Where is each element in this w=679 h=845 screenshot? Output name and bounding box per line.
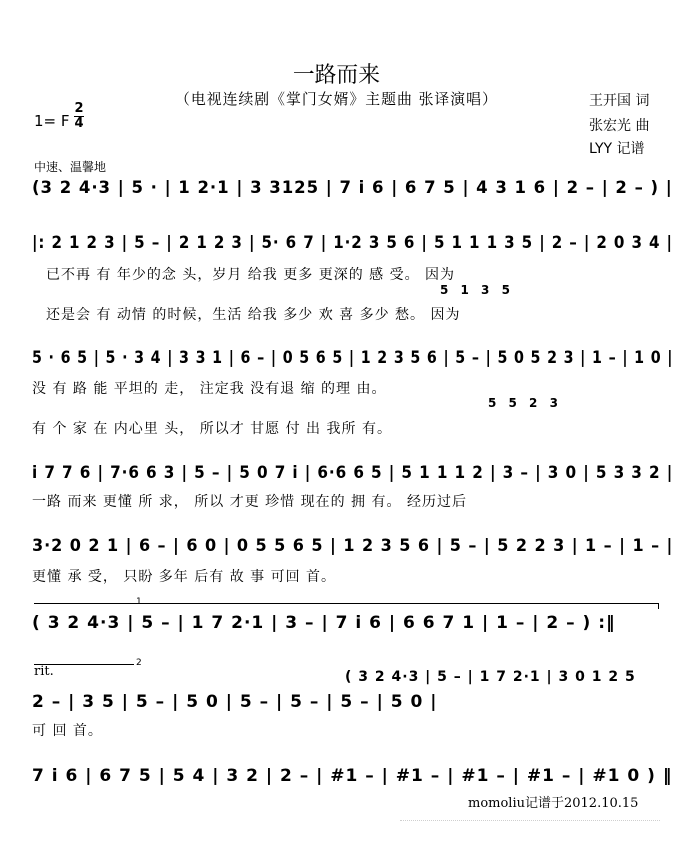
key-signature: 1= F [34,112,70,130]
lyricist-credit: 王开国 词 [589,93,650,109]
score-row-5: 3·2 0 2 1 | 6 – | 6 0 | 0 5 5 6 5 | 1 2 3 5 6 | 5 – | 5 2 2 3 | 1 – | 1 – | [32,536,674,556]
score-row-8: 7 i 6 | 6 7 5 | 5 4 | 3 2 | 2 – | #1 – | #1 – | #1 – | #1 – | #1 0 ) ‖ [32,766,673,786]
volta-bracket-2 [34,664,134,665]
score-row-7-upper: ( 3 2 4·3 | 5 – | 1 7 2·1 | 3 0 1 2 5 [345,669,636,685]
song-subtitle: （电视连续剧《掌门女婿》主题曲 张译演唱） [175,90,498,108]
time-signature-top: 2 [74,101,84,116]
song-title: 一路而来 [292,63,381,88]
decorative-dotted-line [400,820,660,821]
volta-number-2: 2 [136,658,142,668]
volta-bracket-1 [34,603,658,604]
ritardando-marking: rit. [34,664,54,679]
transcriber-credit: LYY 记谱 [589,141,645,157]
lyric-row-2-verse-2: 还是会 有 动情 的时候，生活 给我 多少 欢 喜 多少 愁。 因为 [46,307,461,323]
lyric-row-4: 一路 而来 更懂 所 求， 所以 才更 珍惜 现在的 拥 有。 经历过后 [32,494,467,510]
score-row-7: 2 – | 3 5 | 5 – | 5 0 | 5 – | 5 – | 5 – | 5 0 | [32,692,438,712]
lyric-row-7: 可 回 首。 [32,723,103,739]
lyric-row-3-verse-2: 有 个 家 在 内心里 头， 所以才 甘愿 付 出 我所 有。 [32,421,392,437]
score-row-3: 5 · 6 5 | 5 · 3 4 | 3 3 1 | 6 – | 0 5 6 5 | 1 2 3 5 6 | 5 – | 5 0 5 2 3 | 1 – | 1 0 | [32,348,674,368]
alt-notes-row-2: 5 1 3 5 [440,283,514,297]
lyric-row-5: 更懂 承 受， 只盼 多年 后有 故 事 可回 首。 [32,569,337,585]
score-row-6: ( 3 2 4·3 | 5 – | 1 7 2·1 | 3 – | 7 i 6 | 6 6 7 1 | 1 – | 2 – ) :‖ [32,613,616,633]
score-row-2: |: 2 1 2 3 | 5 – | 2 1 2 3 | 5· 6 7 | 1·2 3 5 6 | 5 1 1 1 3 5 | 2 – | 2 0 3 4 | [32,233,673,253]
alt-notes-row-3: 5 5 2 3 [488,396,562,410]
volta-number-1: 1 [136,597,142,607]
lyric-row-2-verse-1: 已不再 有 年少的念 头，岁月 给我 更多 更深的 感 受。 因为 [46,267,456,283]
time-signature [74,103,84,130]
composer-credit: 张宏光 曲 [589,118,650,134]
volta-bracket-1-end [658,603,659,609]
score-row-4: i 7 7 6 | 7·6 6 3 | 5 – | 5 0 7 i | 6·6 6 5 | 5 1 1 1 2 | 3 – | 3 0 | 5 3 3 2 | [32,463,674,483]
score-row-1: (3 2 4·3 | 5 · | 1 2·1 | 3 3125 | 7 i 6 | 6 7 5 | 4 3 1 6 | 2 – | 2 – ) | [32,178,673,198]
tempo-marking: 中速、温馨地 [34,160,107,174]
transcription-note: momoliu记谱于2012.10.15 [468,796,639,811]
time-signature-bottom: 4 [74,116,84,131]
lyric-row-3-verse-1: 没 有 路 能 平坦的 走， 注定我 没有退 缩 的理 由。 [32,381,387,397]
